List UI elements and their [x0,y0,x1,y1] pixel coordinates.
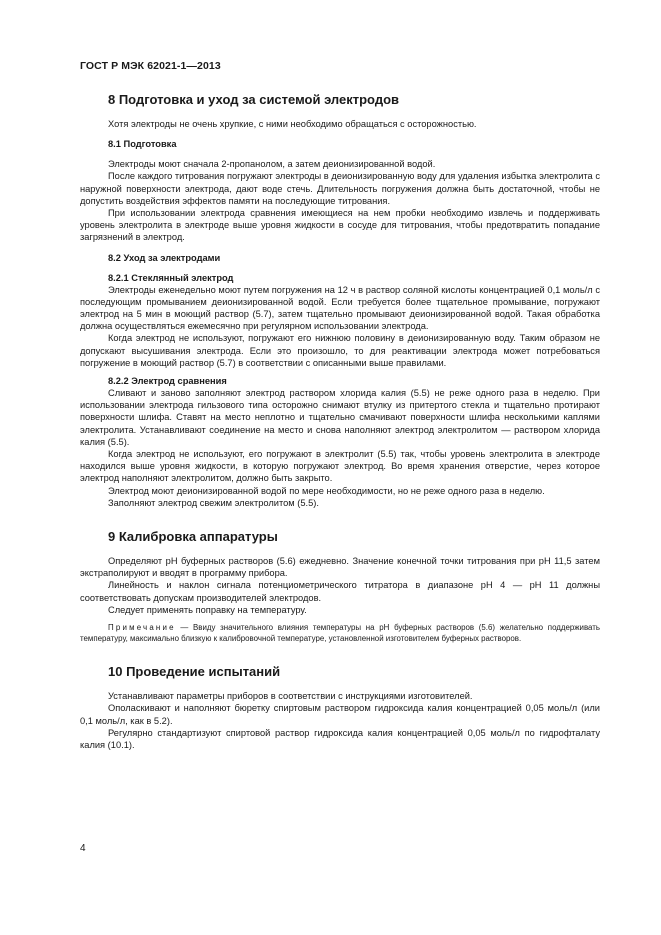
note-label: Примечание [108,623,176,633]
section-8-1-paragraph: Электроды моют сначала 2-пропанолом, а затем деионизированной водой. [108,159,436,170]
section-8-1-title: 8.1 Подготовка [108,139,177,150]
section-8-2-1-paragraph: Когда электрод не используют, погружают его нижнюю половину в деионизированную воду. Таким образом не допускают высушивания электрода. Если это произошло, то для реактивации электрода может потребоваться погружение в моющий раствор (5.7) в соответствии с описанными выше правилами. [80,333,600,368]
section-8-2-title: 8.2 Уход за электродами [108,252,221,263]
section-8-2-1-paragraph: Электроды еженедельно моют путем погружения на 12 ч в раствор соляной кислоты концентрацией 0,1 моль/л с последующим промыванием деионизированной водой. Если требуется более тщательное промывание, погружают электрод на 5 мин в моющий раствор (5.7), затем тщательно промывают деионизированной водой. Такая обработка должна осуществляться ежемесячно при регулярном использовании электрода. [80,284,600,332]
section-10-paragraph: Устанавливают параметры приборов в соответствии с инструкциями изготовителей. [108,691,473,702]
section-9-note [80,622,600,644]
section-10-paragraph: Регулярно стандартизуют спиртовой раствор гидроксида калия концентрацией 0,05 моль/л по гидрофталату калия (10.1). [80,727,600,750]
section-8-2-2-paragraph: Заполняют электрод свежим электролитом (5.5). [108,497,319,508]
section-8-2-2-title: 8.2.2 Электрод сравнения [108,376,227,387]
section-9-paragraph: Определяют pH буферных растворов (5.6) ежедневно. Значение конечной точки титрования при pH 11,5 затем экстраполируют и вводят в программу прибора. [80,556,600,579]
section-8-2-1-title: 8.2.1 Стеклянный электрод [108,272,234,283]
note-text: — Ввиду значительного влияния температуры на pH буферных растворов (5.6) желательно поддерживать температуру, максимально близкую к калибровочной температуре, установленной изготовителем буферных растворов. [80,623,600,644]
section-8-2-2-paragraph: Сливают и заново заполняют электрод раствором хлорида калия (5.5) не реже одного раза в неделю. При использовании электрода гильзового типа осторожно снимают втулку из притертого стекла и тщательно протирают поверхности шлифа. Ставят на место неплотно и тщательно смачивают поверхности шлифа несколькими каплями электролита. Устанавливают соединение на место и снова наполняют электрод электролитом — раствором хлорида калия (5.5). [80,388,600,447]
section-10-paragraph: Ополаскивают и наполняют бюретку спиртовым раствором гидроксида калия концентрацией 0,05 моль/л (или 0,1 моль/л, как в 5.2). [80,703,600,726]
section-8-title: 8 Подготовка и уход за системой электродов [108,92,400,107]
section-10-title: 10 Проведение испытаний [108,664,281,680]
section-8-2-2-paragraph: Электрод моют деионизированной водой по мере необходимости, но не реже одного раза в неделю. [108,485,545,496]
page-number: 4 [80,843,86,854]
section-8-1-paragraph: При использовании электрода сравнения имеющиеся на нем пробки необходимо извлечь и поддерживать уровень электролита в электроде выше уровня жидкости в сосуде для титрования, чтобы предотвратить попадание загрязнений в электрод. [80,208,600,243]
section-9-title: 9 Калибровка аппаратуры [108,529,278,545]
section-9-paragraph: Следует применять поправку на температуру. [108,604,307,615]
section-8-2-2-paragraph: Когда электрод не используют, его погружают в электролит (5.5) так, чтобы уровень электролита в электроде находился выше уровня жидкости, в которую погружают электрод. Во время хранения отверстие, через которое электрод наполняют электролитом, должно быть закрыто. [80,449,600,484]
document-header: ГОСТ Р МЭК 62021-1—2013 [80,60,221,72]
section-8-1-paragraph: После каждого титрования погружают электроды в деионизированную воду для удаления избытка электролита с наружной поверхности электрода, дают воде стечь. Длительность погружения должна быть достаточной, чтобы не допустить воздействия эффектов памяти на последующие титрования. [80,171,600,206]
document-body [80,92,600,751]
section-8-intro: Хотя электроды не очень хрупкие, с ними необходимо обращаться с осторожностью. [108,119,477,129]
section-9-paragraph: Линейность и наклон сигнала потенциометрического титратора в диапазоне pH 4 — pH 11 должны соответствовать допускам производителей электродов. [80,580,600,603]
